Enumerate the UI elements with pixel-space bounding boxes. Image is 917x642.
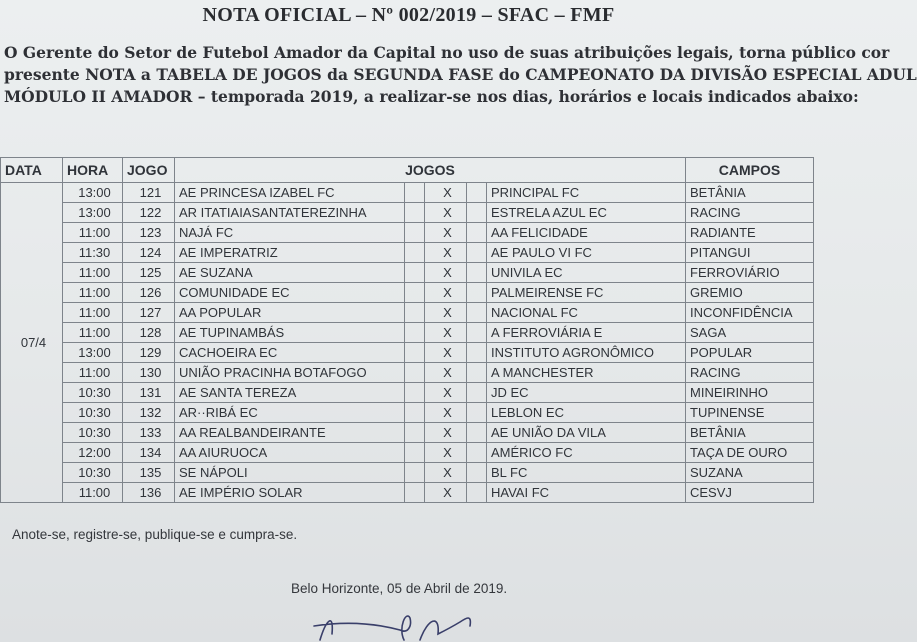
- games-table: [0, 157, 814, 503]
- away-team-cell: AA FELICIDADE: [487, 223, 686, 243]
- spacer-cell: [405, 263, 425, 283]
- table-row: [1, 343, 814, 363]
- header-jogo: JOGO: [123, 158, 175, 183]
- spacer-cell: [405, 363, 425, 383]
- versus-cell: X: [425, 183, 467, 203]
- hora-cell: 11:00: [63, 223, 123, 243]
- away-team-cell: A MANCHESTER: [487, 363, 686, 383]
- home-team-cell: AR··RIBÁ EC: [175, 403, 405, 423]
- spacer-cell: [467, 383, 487, 403]
- spacer-cell: [405, 443, 425, 463]
- table-row: [1, 243, 814, 263]
- table-row: [1, 183, 814, 203]
- away-team-cell: JD EC: [487, 383, 686, 403]
- table-row: [1, 383, 814, 403]
- campo-cell: TUPINENSE: [686, 403, 814, 423]
- intro-paragraph: [4, 42, 917, 108]
- table-row: [1, 423, 814, 443]
- table-row: [1, 303, 814, 323]
- versus-cell: X: [425, 363, 467, 383]
- spacer-cell: [405, 223, 425, 243]
- jogo-cell: 129: [123, 343, 175, 363]
- campo-cell: RACING: [686, 203, 814, 223]
- jogo-cell: 127: [123, 303, 175, 323]
- versus-cell: X: [425, 383, 467, 403]
- campo-cell: FERROVIÁRIO: [686, 263, 814, 283]
- campo-cell: MINEIRINHO: [686, 383, 814, 403]
- spacer-cell: [405, 203, 425, 223]
- spacer-cell: [405, 383, 425, 403]
- away-team-cell: ESTRELA AZUL EC: [487, 203, 686, 223]
- hora-cell: 11:00: [63, 483, 123, 503]
- away-team-cell: PRINCIPAL FC: [487, 183, 686, 203]
- home-team-cell: COMUNIDADE EC: [175, 283, 405, 303]
- hora-cell: 10:30: [63, 423, 123, 443]
- away-team-cell: AE UNIÃO DA VILA: [487, 423, 686, 443]
- spacer-cell: [467, 243, 487, 263]
- spacer-cell: [467, 363, 487, 383]
- away-team-cell: AE PAULO VI FC: [487, 243, 686, 263]
- spacer-cell: [405, 283, 425, 303]
- jogo-cell: 136: [123, 483, 175, 503]
- closing-text: Anote-se, registre-se, publique-se e cumpra-se.: [12, 527, 298, 542]
- date-cell: 07/4: [1, 183, 63, 503]
- jogo-cell: 128: [123, 323, 175, 343]
- table-row: [1, 363, 814, 383]
- campo-cell: RACING: [686, 363, 814, 383]
- spacer-cell: [405, 463, 425, 483]
- campo-cell: BETÂNIA: [686, 423, 814, 443]
- hora-cell: 11:00: [63, 323, 123, 343]
- campo-cell: INCONFIDÊNCIA: [686, 303, 814, 323]
- hora-cell: 13:00: [63, 203, 123, 223]
- versus-cell: X: [425, 303, 467, 323]
- versus-cell: X: [425, 323, 467, 343]
- spacer-cell: [405, 423, 425, 443]
- header-hora: HORA: [63, 158, 123, 183]
- home-team-cell: UNIÃO PRACINHA BOTAFOGO: [175, 363, 405, 383]
- jogo-cell: 121: [123, 183, 175, 203]
- campo-cell: SAGA: [686, 323, 814, 343]
- spacer-cell: [467, 283, 487, 303]
- table-row: [1, 403, 814, 423]
- home-team-cell: AR ITATIAIASANTATEREZINHA: [175, 203, 405, 223]
- hora-cell: 12:00: [63, 443, 123, 463]
- spacer-cell: [405, 303, 425, 323]
- spacer-cell: [405, 323, 425, 343]
- campo-cell: POPULAR: [686, 343, 814, 363]
- jogo-cell: 124: [123, 243, 175, 263]
- spacer-cell: [467, 403, 487, 423]
- away-team-cell: INSTITUTO AGRONÔMICO: [487, 343, 686, 363]
- home-team-cell: AA POPULAR: [175, 303, 405, 323]
- away-team-cell: NACIONAL FC: [487, 303, 686, 323]
- header-jogos: JOGOS: [175, 158, 686, 183]
- table-row: [1, 323, 814, 343]
- away-team-cell: LEBLON EC: [487, 403, 686, 423]
- spacer-cell: [405, 483, 425, 503]
- spacer-cell: [467, 223, 487, 243]
- campo-cell: SUZANA: [686, 463, 814, 483]
- intro-line: presente NOTA a TABELA DE JOGOS da SEGUNDA FASE do CAMPEONATO DA DIVISÃO ESPECIAL ADUL: [4, 65, 917, 84]
- away-team-cell: PALMEIRENSE FC: [487, 283, 686, 303]
- jogo-cell: 135: [123, 463, 175, 483]
- versus-cell: X: [425, 283, 467, 303]
- home-team-cell: AE PRINCESA IZABEL FC: [175, 183, 405, 203]
- hora-cell: 11:00: [63, 263, 123, 283]
- spacer-cell: [467, 343, 487, 363]
- hora-cell: 10:30: [63, 463, 123, 483]
- spacer-cell: [467, 483, 487, 503]
- table-row: [1, 283, 814, 303]
- jogo-cell: 125: [123, 263, 175, 283]
- home-team-cell: AE IMPERATRIZ: [175, 243, 405, 263]
- spacer-cell: [467, 423, 487, 443]
- jogo-cell: 130: [123, 363, 175, 383]
- spacer-cell: [405, 183, 425, 203]
- hora-cell: 11:00: [63, 303, 123, 323]
- versus-cell: X: [425, 263, 467, 283]
- document-title: NOTA OFICIAL – Nº 002/2019 – SFAC – FMF: [202, 4, 615, 26]
- header-data: DATA: [1, 158, 63, 183]
- jogo-cell: 122: [123, 203, 175, 223]
- table-row: [1, 483, 814, 503]
- header-campos: CAMPOS: [686, 158, 814, 183]
- versus-cell: X: [425, 443, 467, 463]
- hora-cell: 13:00: [63, 183, 123, 203]
- jogo-cell: 133: [123, 423, 175, 443]
- away-team-cell: AMÉRICO FC: [487, 443, 686, 463]
- versus-cell: X: [425, 463, 467, 483]
- campo-cell: PITANGUI: [686, 243, 814, 263]
- table-row: [1, 463, 814, 483]
- place-date: Belo Horizonte, 05 de Abril de 2019.: [291, 581, 508, 596]
- home-team-cell: NAJÁ FC: [175, 223, 405, 243]
- spacer-cell: [467, 203, 487, 223]
- table-row: [1, 223, 814, 243]
- spacer-cell: [467, 443, 487, 463]
- jogo-cell: 134: [123, 443, 175, 463]
- table-row: [1, 203, 814, 223]
- jogo-cell: 123: [123, 223, 175, 243]
- versus-cell: X: [425, 203, 467, 223]
- table-row: [1, 263, 814, 283]
- jogo-cell: 126: [123, 283, 175, 303]
- spacer-cell: [467, 303, 487, 323]
- spacer-cell: [467, 183, 487, 203]
- hora-cell: 13:00: [63, 343, 123, 363]
- spacer-cell: [405, 403, 425, 423]
- table-header-row: [1, 158, 814, 183]
- jogo-cell: 132: [123, 403, 175, 423]
- hora-cell: 10:30: [63, 403, 123, 423]
- campo-cell: RADIANTE: [686, 223, 814, 243]
- hora-cell: 11:00: [63, 283, 123, 303]
- hora-cell: 11:00: [63, 363, 123, 383]
- home-team-cell: AA REALBANDEIRANTE: [175, 423, 405, 443]
- signature: [300, 600, 520, 642]
- away-team-cell: A FERROVIÁRIA E: [487, 323, 686, 343]
- jogo-cell: 131: [123, 383, 175, 403]
- spacer-cell: [467, 323, 487, 343]
- home-team-cell: AA AIURUOCA: [175, 443, 405, 463]
- campo-cell: CESVJ: [686, 483, 814, 503]
- home-team-cell: AE IMPÉRIO SOLAR: [175, 483, 405, 503]
- intro-line: MÓDULO II AMADOR – temporada 2019, a realizar-se nos dias, horários e locais indicados abaixo:: [4, 87, 859, 106]
- home-team-cell: AE TUPINAMBÁS: [175, 323, 405, 343]
- home-team-cell: AE SUZANA: [175, 263, 405, 283]
- intro-line: O Gerente do Setor de Futebol Amador da Capital no uso de suas atribuições legais, torna público cor: [4, 43, 890, 62]
- versus-cell: X: [425, 403, 467, 423]
- campo-cell: TAÇA DE OURO: [686, 443, 814, 463]
- away-team-cell: HAVAI FC: [487, 483, 686, 503]
- spacer-cell: [467, 263, 487, 283]
- hora-cell: 11:30: [63, 243, 123, 263]
- away-team-cell: BL FC: [487, 463, 686, 483]
- versus-cell: X: [425, 223, 467, 243]
- away-team-cell: UNIVILA EC: [487, 263, 686, 283]
- table-row: [1, 443, 814, 463]
- versus-cell: X: [425, 243, 467, 263]
- home-team-cell: AE SANTA TEREZA: [175, 383, 405, 403]
- versus-cell: X: [425, 423, 467, 443]
- campo-cell: BETÂNIA: [686, 183, 814, 203]
- versus-cell: X: [425, 483, 467, 503]
- home-team-cell: CACHOEIRA EC: [175, 343, 405, 363]
- hora-cell: 10:30: [63, 383, 123, 403]
- spacer-cell: [405, 343, 425, 363]
- spacer-cell: [467, 463, 487, 483]
- versus-cell: X: [425, 343, 467, 363]
- campo-cell: GREMIO: [686, 283, 814, 303]
- spacer-cell: [405, 243, 425, 263]
- home-team-cell: SE NÁPOLI: [175, 463, 405, 483]
